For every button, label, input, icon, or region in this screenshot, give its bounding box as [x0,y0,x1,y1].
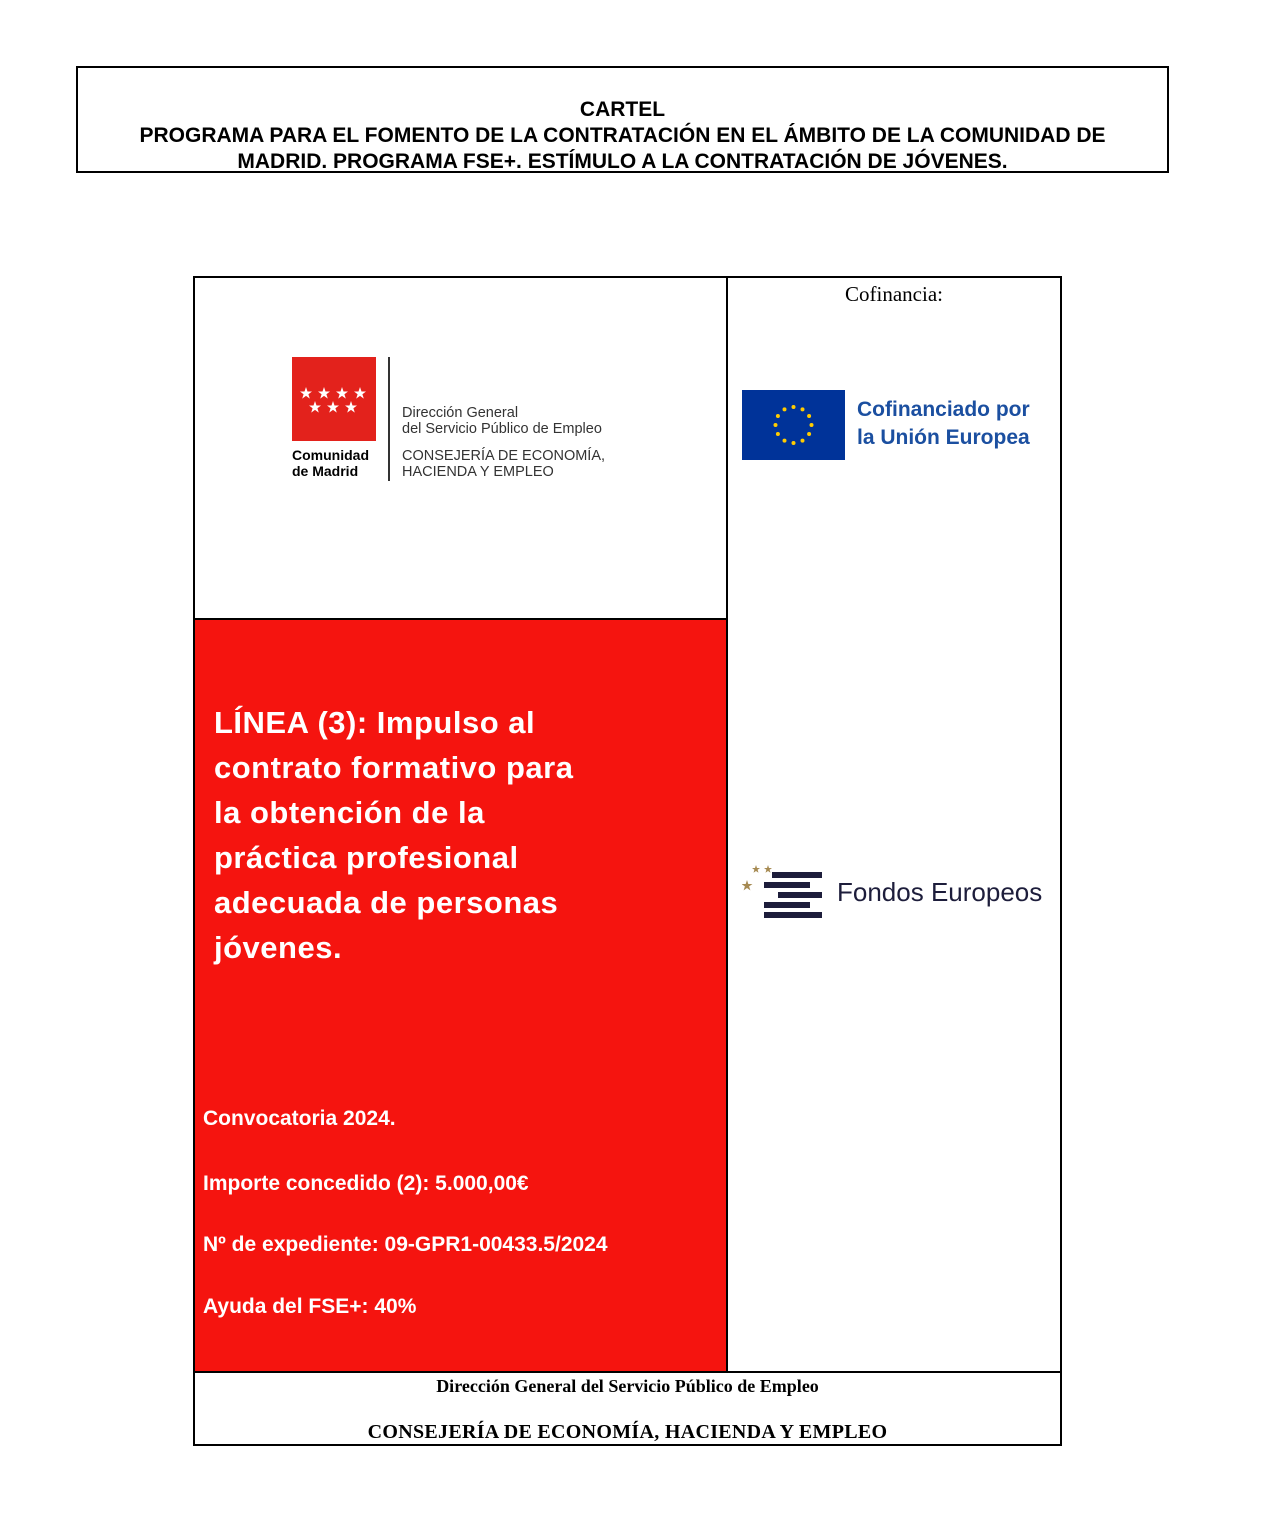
eu-logo-text [857,396,1067,452]
footer-direccion: Dirección General del Servicio Público de Empleo [436,1376,819,1396]
eu-flag-icon [742,390,845,460]
title-line: práctica profesional [214,840,519,875]
logo-divider [388,357,390,481]
dept-line-2: del Servicio Público de Empleo [402,421,602,437]
comunidad-madrid-flag-icon [292,357,376,441]
comunidad-name-line-1: Comunidad [292,447,369,463]
cofinancia-label: Cofinancia: [845,282,943,306]
title-line: la obtención de la [214,795,485,830]
title-line: jóvenes. [214,930,343,965]
ayuda-text: Ayuda del FSE+: 40% [203,1295,417,1318]
fondos-europeos-logo [742,862,1043,927]
red-info-panel [195,620,726,1371]
header-line-1: PROGRAMA PARA EL FOMENTO DE LA CONTRATACIÓN EN EL ÁMBITO DE LA COMUNIDAD DE [139,124,1106,147]
comunidad-madrid-name [292,447,382,479]
header-box [76,66,1169,173]
linea-title [214,700,654,970]
footer-consejeria: CONSEJERÍA DE ECONOMÍA, HACIENDA Y EMPLEO [367,1421,888,1443]
column-divider [726,278,728,1373]
poster [193,276,1062,1446]
fondos-europeos-text: Fondos Europeos [837,877,1043,907]
importe-text: Importe concedido (2): 5.000,00€ [203,1172,529,1195]
fondos-europeos-icon [742,862,832,922]
title-line: adecuada de personas [214,885,559,920]
convocatoria-text: Convocatoria 2024. [203,1107,396,1130]
direccion-general-text [402,405,662,437]
conse-line-1: CONSEJERÍA DE ECONOMÍA, [402,448,606,464]
footer-divider [195,1371,1060,1373]
conse-line-2: HACIENDA Y EMPLEO [402,464,554,480]
dept-line-1: Dirección General [402,405,519,421]
expediente-text: Nº de expediente: 09-GPR1-00433.5/2024 [203,1233,608,1256]
eu-line-1: Cofinanciado por [857,398,1030,421]
header-line-2: MADRID. PROGRAMA FSE+. ESTÍMULO A LA CONTRATACIÓN DE JÓVENES. [237,150,1008,173]
title-line: LÍNEA (3): Impulso al [214,705,536,740]
header-title: CARTEL [579,98,666,121]
consejeria-text [402,448,662,480]
title-line: contrato formativo para [214,750,574,785]
eu-line-2: la Unión Europea [857,426,1030,449]
comunidad-name-line-2: de Madrid [292,463,359,479]
